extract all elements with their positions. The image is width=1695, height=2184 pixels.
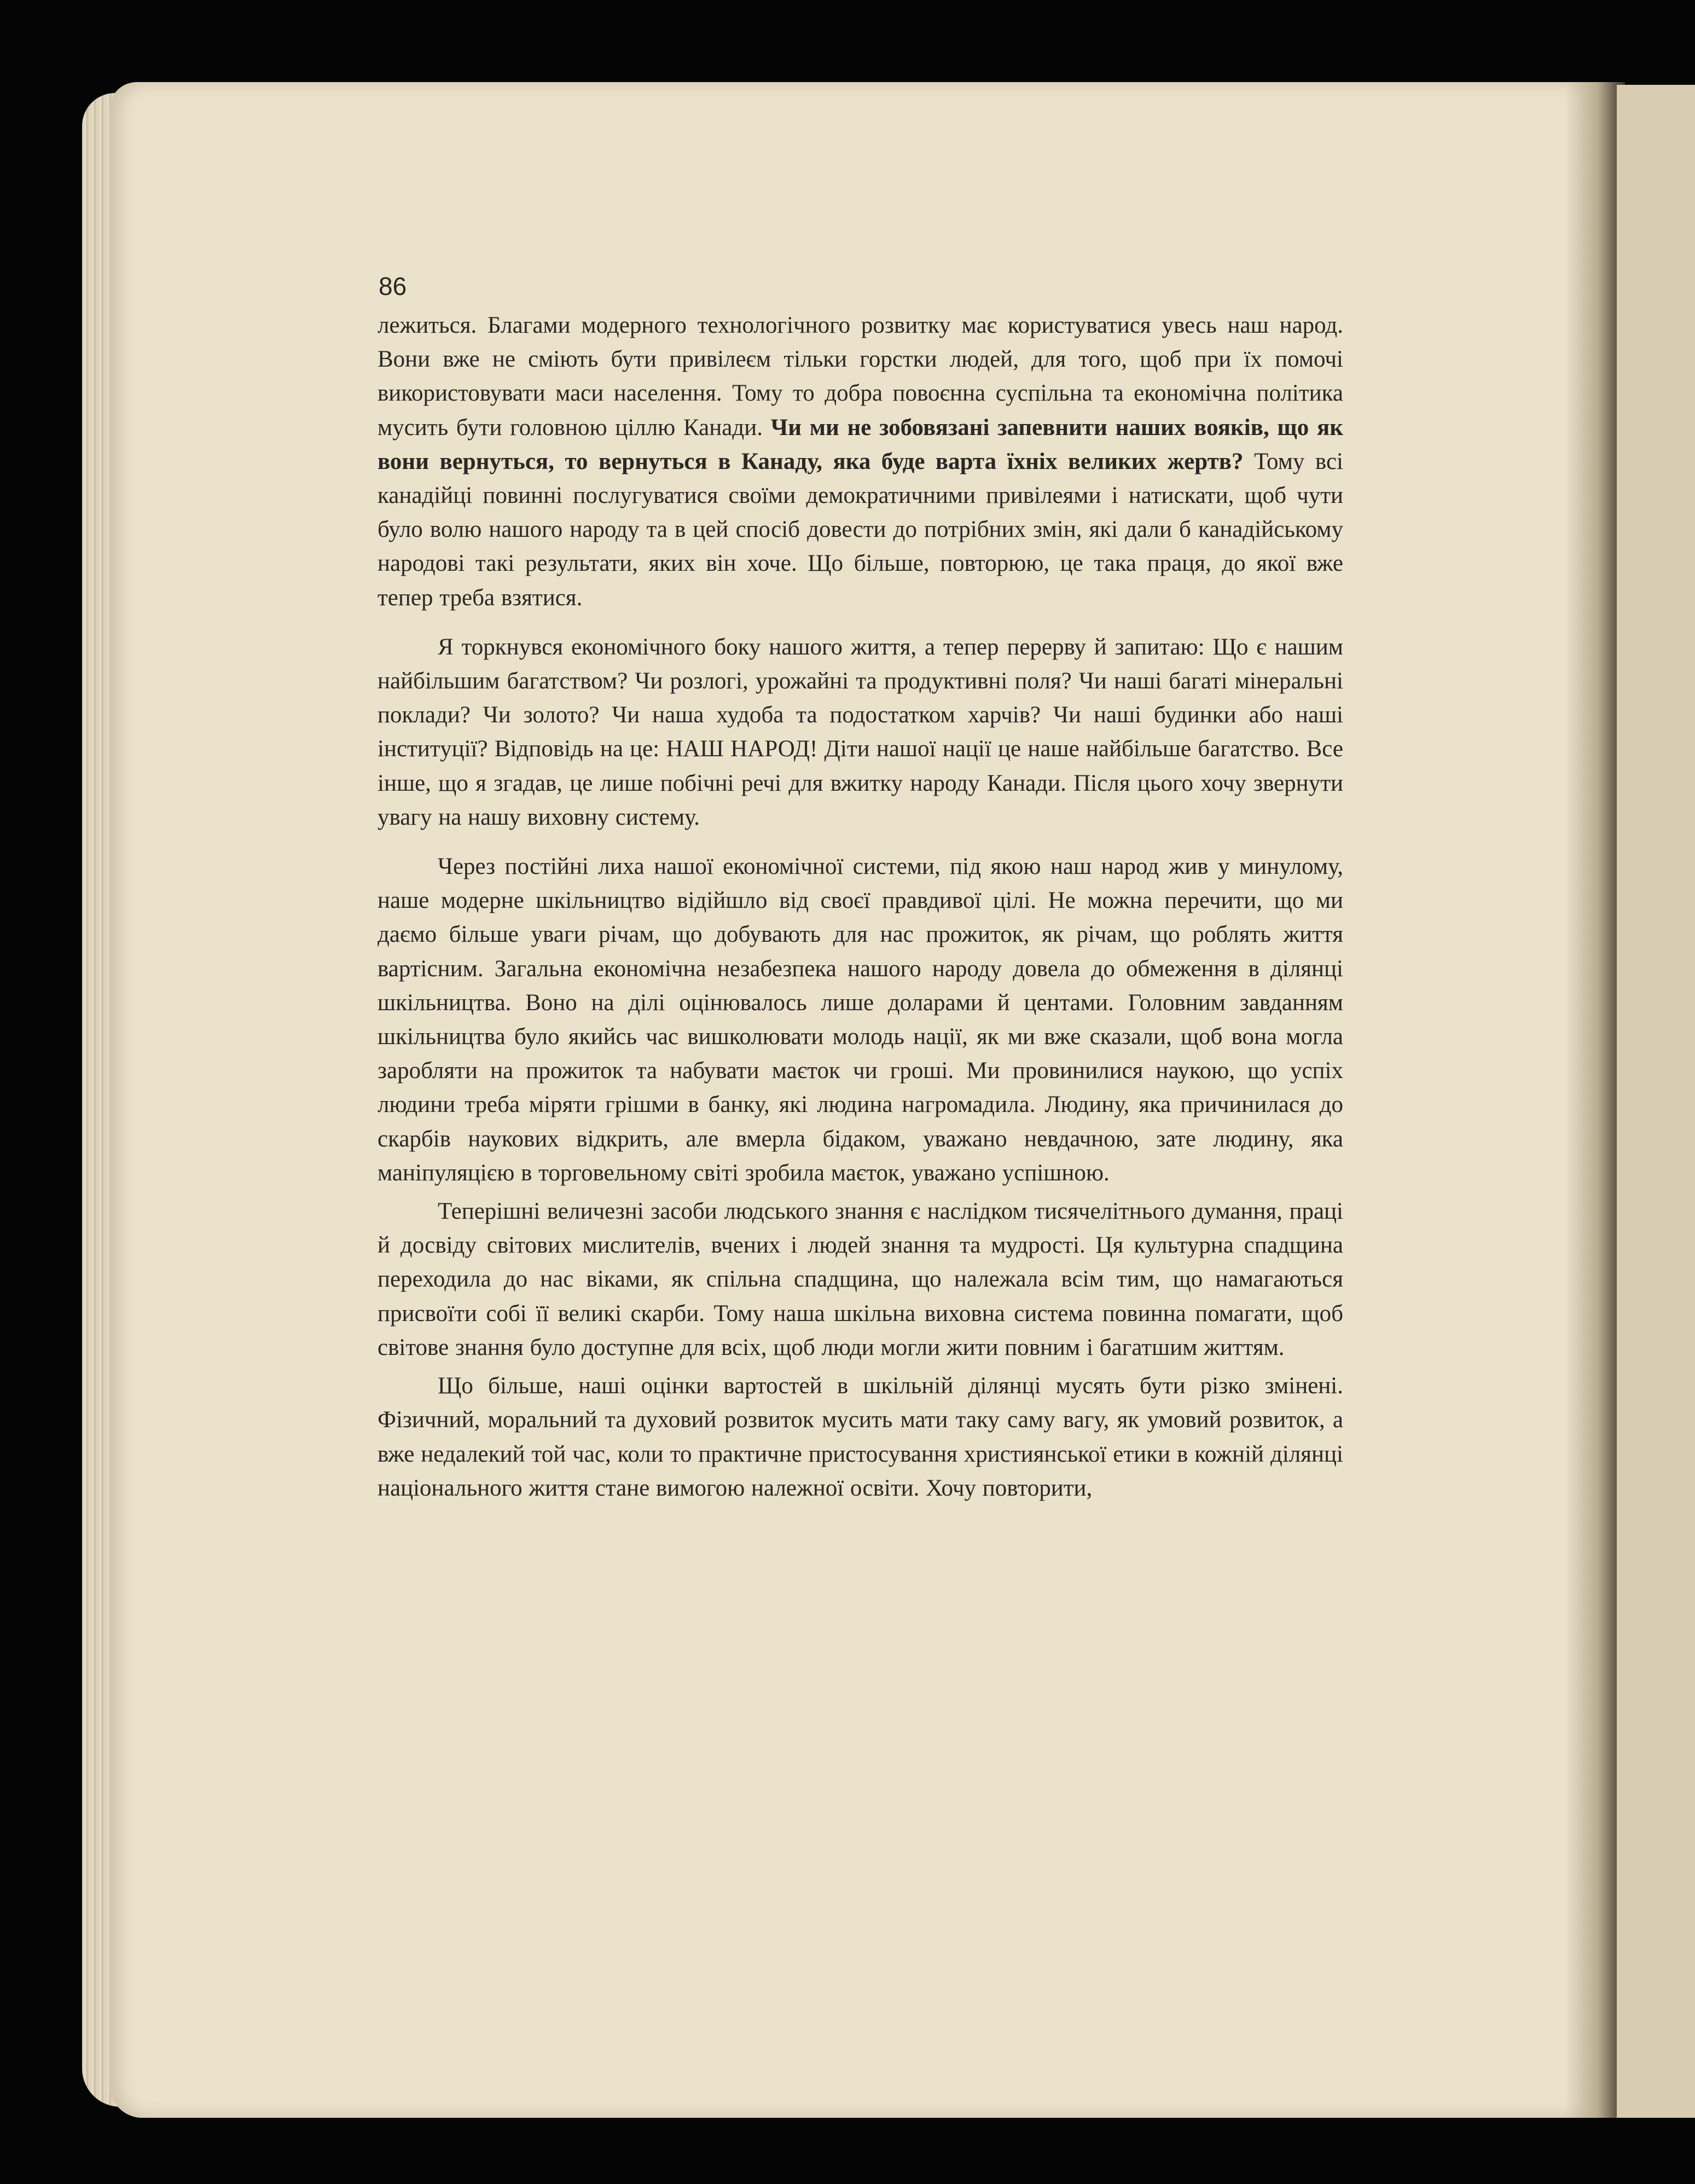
paragraph-4-text: Теперішні величезні засоби людського знання є наслідком тисячелітнього думання, праці й досвіду світових мислителів, вчених і людей знання та мудрості. Ця культурна спадщина переходила до нас віками, як спільна спадщина, що належала всім тим, що намагаються присвоїти собі її великі скарби. Тому наша шкільна виховна система повинна помагати, щоб світове знання було доступне для всіх, щоб люди могли жити повним і багатшим життям. [378,1198,1343,1360]
paragraph-1-bold-text: Чи ми не зобовязані запевнити наших вояків, що як вони вернуться, то вернуться в Канаду, яка буде варта їхніх великих жертв? [378,414,1343,474]
paragraph-2 [378,630,1343,835]
paragraph-1-text-end: Тому всі канадійці повинні послугуватися своїми демократичними привілеями і натискати, щоб чути було волю нашого народу та в цей спосіб довести до потрібних змін, які дали б канадійському народові такі результати, яких він хоче. Що більше, повторюю, це така праця, до якої вже тепер треба взятися. [378,448,1344,611]
adjacent-page-edge [1617,85,1695,2118]
paragraph-5-text: Що більше, наші оцінки вартостей в шкільній ділянці мусять бути різко змінені. Фізичний, моральний та духовий розвиток мусить мати таку саму вагу, як умовий розвиток, а вже недалекий той час, коли то практичне пристосування християнської етики в кожній ділянці національного життя стане вимогою належної освіти. Хочу повторити, [378,1373,1343,1501]
paragraph-1 [378,309,1343,615]
paragraph-3 [378,850,1343,1190]
paragraph-1-text: лежиться. Благами модерного технологічного розвитку має користуватися увесь наш народ. Вони вже не сміють бути привілеєм тільки горстки людей, для того, щоб при їх помочі використовувати маси населення. Тому то добра повоєнна суспільна та економічна політика мусить бути головною ціллю Канади. [378,312,1343,441]
paragraph-4 [378,1195,1343,1365]
book-gutter [1565,82,1625,2118]
page-text-block [378,268,1343,1505]
page-number: 86 [379,272,407,300]
paragraph-3-text: Через постійні лиха нашої економічної системи, під якою наш народ жив у минулому, наше модерне шкільництво відійшло від своєї правдивої цілі. Не можна перечити, що ми даємо більше уваги річам, що добувають для нас прожиток, як річам, що роблять життя вартісним. Загальна економічна незабезпека нашого народу довела до обмеження в ділянці шкільництва. Воно на ділі оцінювалось лише доларами й центами. Головним завданням шкільництва було якийсь час вишколювати молодь нації, як ми вже сказали, щоб вона могла заробляти на прожиток та набувати маєток чи гроші. Ми провинилися наукою, що успіх людини треба міряти грішми в банку, які людина нагромадила. Людину, яка причинилася до скарбів наукових відкрить, але вмерла бідаком, уважано невдачною, зате людину, яка маніпуляцією в торговельному світі зробила маєток, уважано успішною. [378,854,1343,1186]
paragraph-5 [378,1369,1343,1505]
paragraph-2-text: Я торкнувся економічного боку нашого життя, а тепер перерву й запитаю: Що є нашим найбільшим багатством? Чи розлогі, урожайні та продуктивні поля? Чи наші багаті мінеральні поклади? Чи золото? Чи наша худоба та подостатком харчів? Чи наші будинки або наші інституції? Відповідь на це: НАШ НАРОД! Діти нашої нації це наше найбільше багатство. Все інше, що я згадав, це лише побічні речі для вжитку народу Канади. Після цього хочу звернути увагу на нашу виховну систему. [378,634,1343,830]
